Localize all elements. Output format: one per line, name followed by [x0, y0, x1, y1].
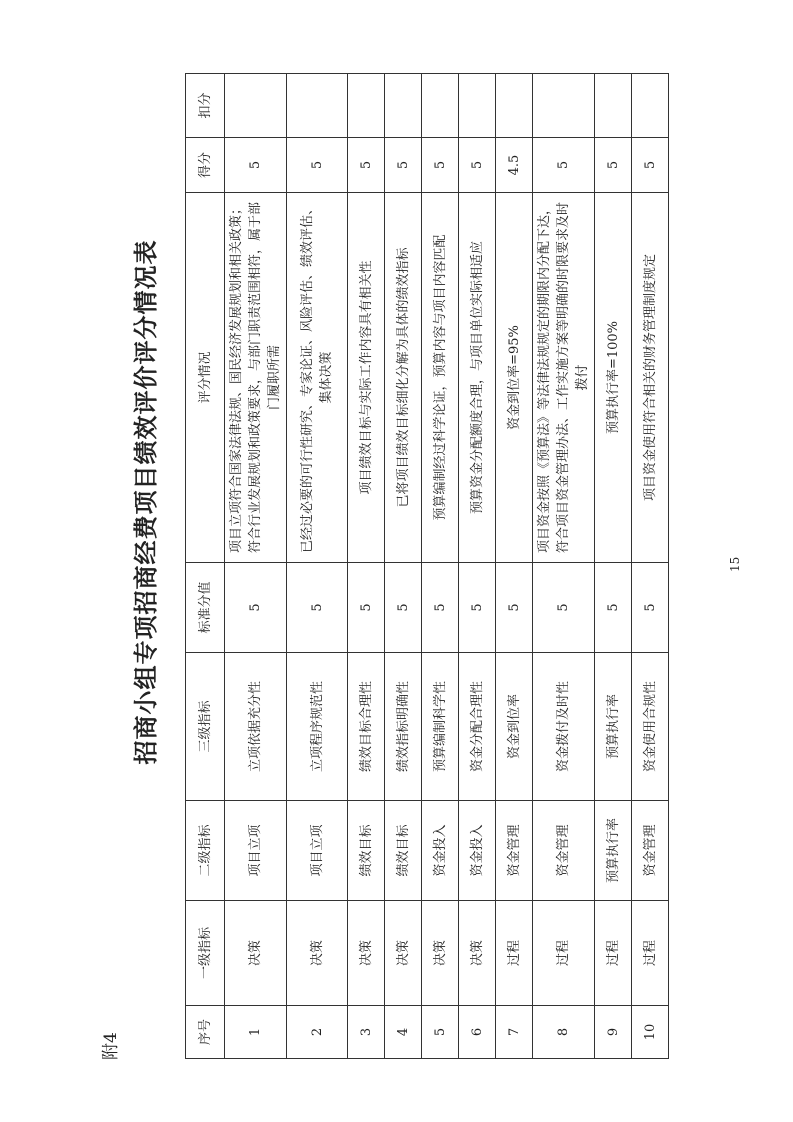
table-row	[422, 74, 459, 1059]
cell-level2: 资金管理	[533, 801, 595, 901]
cell-level1: 决策	[225, 901, 287, 1006]
cell-score: 5	[595, 138, 632, 193]
cell-score: 5	[533, 138, 595, 193]
cell-level3: 资金分配合理性	[459, 653, 496, 801]
cell-level3: 资金使用合规性	[632, 653, 669, 801]
cell-standard-score: 5	[287, 563, 348, 653]
cell-level1: 决策	[422, 901, 459, 1006]
cell-evaluation: 预算执行率=100%	[595, 193, 632, 563]
score-table	[185, 73, 669, 1059]
cell-evaluation: 项目资金使用符合相关的财务管理制度规定	[632, 193, 669, 563]
header-level1: 一级指标	[186, 901, 225, 1006]
cell-standard-score: 5	[422, 563, 459, 653]
cell-level3: 预算编制科学性	[422, 653, 459, 801]
cell-standard-score: 5	[459, 563, 496, 653]
cell-level3: 立项程序规范性	[287, 653, 348, 801]
cell-evaluation: 已经过必要的可行性研究、专家论证、风险评估、绩效评估、集体决策	[287, 193, 348, 563]
cell-score: 5	[422, 138, 459, 193]
cell-index: 1	[225, 1006, 287, 1059]
cell-index: 4	[385, 1006, 422, 1059]
cell-score: 4.5	[496, 138, 533, 193]
cell-level1: 过程	[533, 901, 595, 1006]
cell-score: 5	[459, 138, 496, 193]
cell-standard-score: 5	[385, 563, 422, 653]
cell-index: 9	[595, 1006, 632, 1059]
header-level3: 三级指标	[186, 653, 225, 801]
cell-score: 5	[225, 138, 287, 193]
cell-level3: 立项依据充分性	[225, 653, 287, 801]
cell-level1: 决策	[287, 901, 348, 1006]
cell-standard-score: 5	[632, 563, 669, 653]
cell-level2: 资金管理	[496, 801, 533, 901]
cell-evaluation: 预算资金分配额度合理，与项目单位实际相适应	[459, 193, 496, 563]
header-score: 得分	[186, 138, 225, 193]
cell-evaluation: 资金到位率=95%	[496, 193, 533, 563]
table-row	[385, 74, 422, 1059]
cell-level1: 决策	[459, 901, 496, 1006]
cell-level2: 绩效目标	[385, 801, 422, 901]
cell-deduction	[459, 74, 496, 138]
cell-level1: 过程	[496, 901, 533, 1006]
cell-deduction	[496, 74, 533, 138]
table-row	[595, 74, 632, 1059]
cell-level3: 绩效目标合理性	[348, 653, 385, 801]
header-index: 序号	[186, 1006, 225, 1059]
cell-deduction	[225, 74, 287, 138]
cell-index: 2	[287, 1006, 348, 1059]
cell-standard-score: 5	[533, 563, 595, 653]
table-row	[632, 74, 669, 1059]
cell-score: 5	[287, 138, 348, 193]
cell-evaluation: 预算编制经过科学论证，预算内容与项目内容匹配	[422, 193, 459, 563]
cell-level3: 预算执行率	[595, 653, 632, 801]
cell-deduction	[287, 74, 348, 138]
cell-level3: 资金拨付及时性	[533, 653, 595, 801]
attachment-label: 附4	[101, 1032, 121, 1060]
cell-level2: 绩效目标	[348, 801, 385, 901]
header-evaluation: 评分情况	[186, 193, 225, 563]
cell-deduction	[422, 74, 459, 138]
cell-index: 8	[533, 1006, 595, 1059]
cell-standard-score: 5	[496, 563, 533, 653]
cell-level2: 资金投入	[422, 801, 459, 901]
cell-evaluation: 项目资金按照《预算法》等法律法规规定的期限内分配下达，符合项目资金管理办法、工作实施方案等明确的时限要求及时拨付	[533, 193, 595, 563]
cell-level2: 资金管理	[632, 801, 669, 901]
cell-score: 5	[385, 138, 422, 193]
cell-deduction	[533, 74, 595, 138]
table-header-row	[186, 74, 225, 1059]
header-standard-score: 标准分值	[186, 563, 225, 653]
cell-score: 5	[632, 138, 669, 193]
cell-deduction	[348, 74, 385, 138]
cell-standard-score: 5	[225, 563, 287, 653]
table-row	[287, 74, 348, 1059]
cell-level2: 项目立项	[287, 801, 348, 901]
cell-evaluation: 已将项目绩效目标细化分解为具体的绩效指标	[385, 193, 422, 563]
cell-evaluation: 项目绩效目标与实际工作内容具有相关性	[348, 193, 385, 563]
cell-level2: 项目立项	[225, 801, 287, 901]
table-row	[533, 74, 595, 1059]
cell-index: 6	[459, 1006, 496, 1059]
cell-index: 10	[632, 1006, 669, 1059]
table-row	[496, 74, 533, 1059]
cell-level1: 决策	[348, 901, 385, 1006]
table-row	[225, 74, 287, 1059]
cell-level3: 绩效指标明确性	[385, 653, 422, 801]
table-row	[348, 74, 385, 1059]
cell-level2: 预算执行率	[595, 801, 632, 901]
cell-index: 3	[348, 1006, 385, 1059]
cell-deduction	[385, 74, 422, 138]
page-title: 招商小组专项招商经费项目绩效评价评分情况表	[131, 239, 160, 765]
cell-index: 7	[496, 1006, 533, 1059]
cell-score: 5	[348, 138, 385, 193]
cell-level1: 过程	[595, 901, 632, 1006]
cell-evaluation: 项目立项符合国家法律法规、国民经济发展规划和相关政策；符合行业发展规划和政策要求，与部门职责范围相符，属于部门履职所需	[225, 193, 287, 563]
cell-level1: 决策	[385, 901, 422, 1006]
page-number: 15	[728, 556, 742, 572]
table-row	[459, 74, 496, 1059]
cell-level2: 资金投入	[459, 801, 496, 901]
cell-standard-score: 5	[595, 563, 632, 653]
cell-deduction	[632, 74, 669, 138]
cell-deduction	[595, 74, 632, 138]
cell-standard-score: 5	[348, 563, 385, 653]
header-deduction: 扣分	[186, 74, 225, 138]
header-level2: 二级指标	[186, 801, 225, 901]
cell-level3: 资金到位率	[496, 653, 533, 801]
cell-index: 5	[422, 1006, 459, 1059]
cell-level1: 过程	[632, 901, 669, 1006]
